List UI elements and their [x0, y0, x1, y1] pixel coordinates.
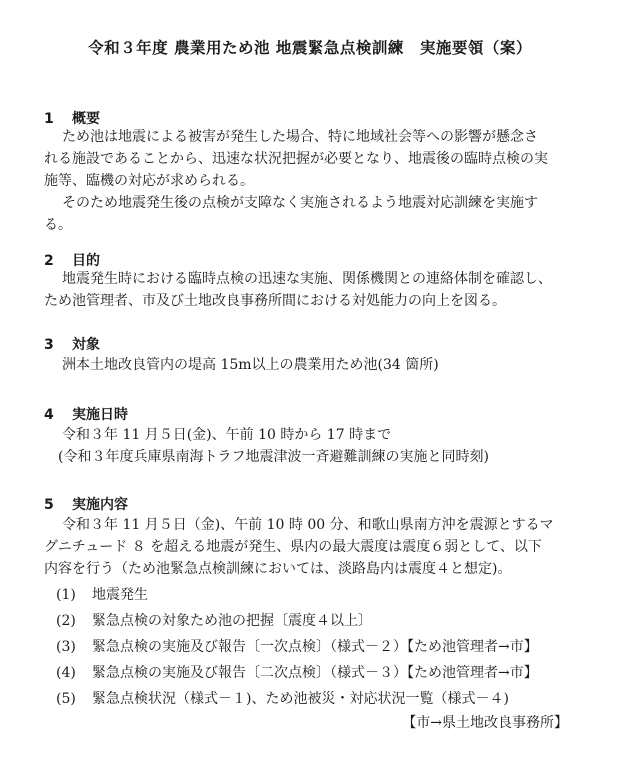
list-item-number: (1) [56, 587, 76, 603]
section-number: 2 [44, 253, 54, 269]
section-1-line: 施等、臨機の対応が求められる。 [44, 173, 254, 189]
section-2-heading [44, 250, 100, 270]
list-item-text: 地震発生 [92, 587, 148, 603]
list-item [56, 636, 538, 656]
section-2-line: ため池管理者、市及び土地改良事務所間における対処能力の向上を図る。 [44, 293, 506, 309]
list-item-footer: 【市→県土地改良事務所】 [402, 715, 568, 731]
list-item [56, 584, 148, 604]
list-item-text: 緊急点検の実施及び報告〔一次点検〕（様式－２）【ため池管理者→市】 [92, 639, 538, 655]
section-number: 3 [44, 337, 54, 353]
list-item-text: 緊急点検の実施及び報告〔二次点検〕（様式－３）【ため池管理者→市】 [92, 665, 538, 681]
section-number: 1 [44, 111, 54, 127]
list-item-number: (4) [56, 665, 76, 681]
section-4-line: (令和３年度兵庫県南海トラフ地震津波一斉避難訓練の実施と同時刻) [58, 449, 489, 465]
section-title: 目的 [72, 253, 100, 269]
list-item [56, 688, 509, 708]
list-item-text: 緊急点検状況（様式－１)、ため池被災・対応状況一覧（様式－４) [92, 691, 509, 707]
section-4-heading [44, 404, 128, 424]
section-3-heading [44, 334, 100, 354]
section-2-line: 地震発生時における臨時点検の迅速な実施、関係機関との連絡体制を確認し、 [62, 271, 552, 287]
list-item [56, 662, 538, 682]
section-number: 5 [44, 497, 54, 513]
section-number: 4 [44, 407, 54, 423]
section-5-line: グニチュード ８ を超える地震が発生、県内の最大震度は震度６弱として、以下 [44, 539, 542, 555]
section-title: 対象 [72, 337, 100, 353]
list-item-number: (5) [56, 691, 76, 707]
section-5-heading [44, 494, 128, 514]
section-title: 実施内容 [72, 497, 128, 513]
list-item-number: (2) [56, 613, 76, 629]
section-1-line: る。 [44, 217, 72, 233]
section-title: 概要 [72, 111, 100, 127]
section-1-line: そのため地震発生後の点検が支障なく実施されるよう地震対応訓練を実施す [62, 195, 538, 211]
section-4-line: 令和３年 11 月５日(金)、午前 10 時から 17 時まで [62, 427, 392, 443]
section-1-heading [44, 108, 100, 128]
list-item [56, 610, 372, 630]
section-5-line: 内容を行う（ため池緊急点検訓練においては、淡路島内は震度４と想定)。 [44, 561, 512, 577]
section-1-line: ため池は地震による被害が発生した場合、特に地域社会等への影響が懸念さ [62, 129, 538, 145]
section-1-line: れる施設であることから、迅速な状況把握が必要となり、地震後の臨時点検の実 [44, 151, 548, 167]
section-5-line: 令和３年 11 月５日（金)、午前 10 時 00 分、和歌山県南方沖を震源とするマ [62, 517, 554, 533]
document-title: 令和３年度 農業用ため池 地震緊急点検訓練 実施要領（案） [88, 39, 532, 57]
section-3-line: 洲本土地改良管内の堤高 15m以上の農業用ため池(34 箇所) [62, 357, 439, 373]
section-title: 実施日時 [72, 407, 128, 423]
list-item-number: (3) [56, 639, 76, 655]
list-item-text: 緊急点検の対象ため池の把握〔震度４以上〕 [92, 613, 372, 629]
